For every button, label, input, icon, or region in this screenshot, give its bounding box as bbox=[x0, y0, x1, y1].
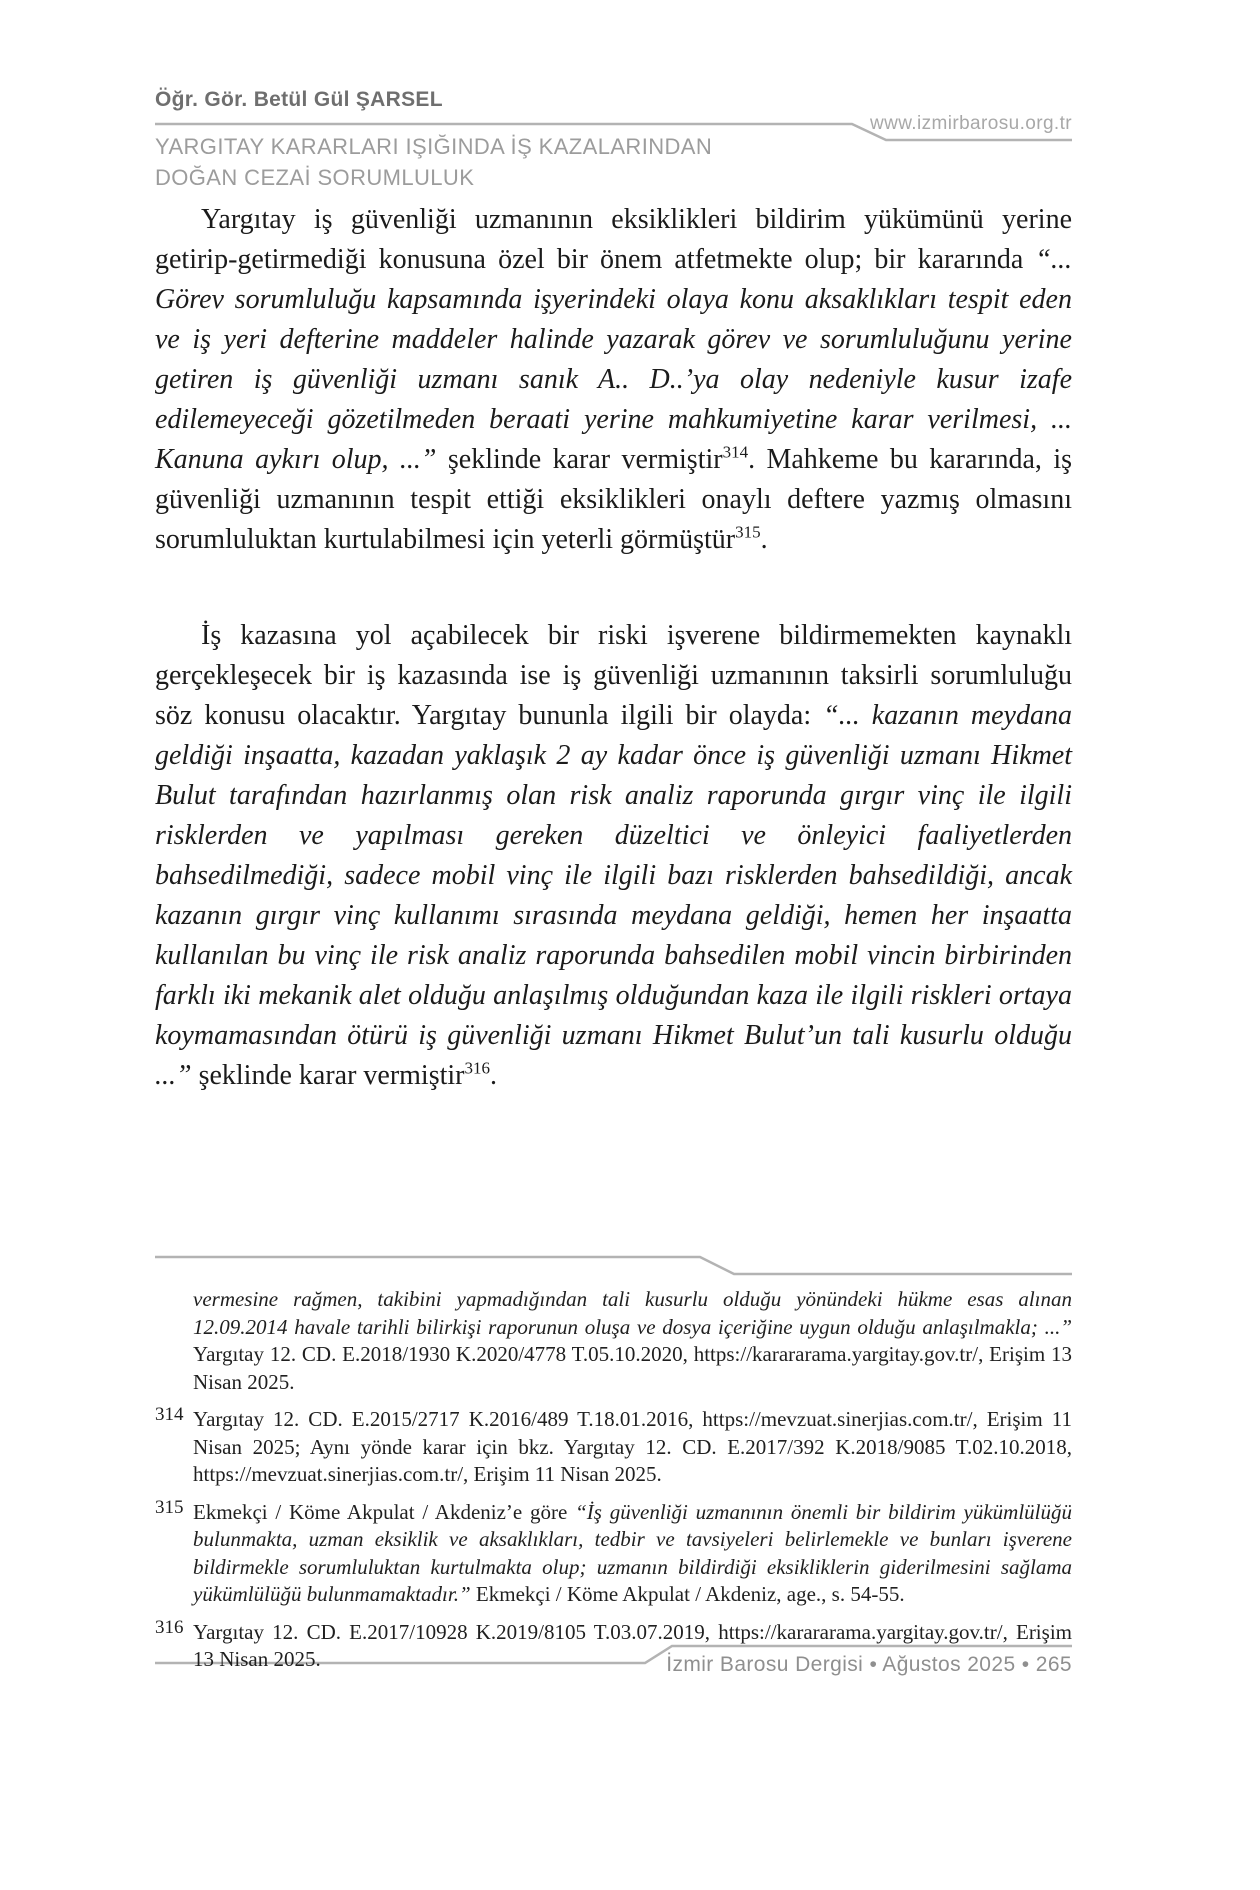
footnote-text-segment: Yargıtay 12. CD. E.2018/1930 K.2020/4778 T.05.10.2020, https://karararama.yargitay.gov.tr/, Erişim 13 Nisan 2025. bbox=[193, 1342, 1072, 1394]
footnote-quote-italic: “İş güvenliği uzmanının önemli bir bildirim yükümlülüğü bulunmakta, uzman eksiklik ve aksaklıkları, tedbir ve tavsiyeleri belirlemekle ve bunları işverene bildirmekle sorumluluktan kurtulmakta olup; uzmanın bildirdiği eksikliklerin giderilmesini sağlama yükümlülüğü bulunmamaktadır.” bbox=[193, 1499, 1072, 1606]
header-author: Öğr. Gör. Betül Gül ŞARSEL bbox=[155, 88, 443, 111]
body-text-segment: . bbox=[489, 1060, 497, 1091]
footnote-quote-italic: vermesine rağmen, takibini yapmadığından tali kusurlu olduğu yönündeki hükme esas alınan 12.09.2014 havale tarihli bilirkişi raporunun oluşa ve dosya içeriğine uygun olduğu anlaşılmakla; ...” bbox=[193, 1287, 1072, 1339]
footnote-ref-315: 315 bbox=[735, 522, 761, 542]
footnote-separator-rule bbox=[155, 1257, 1072, 1274]
body-text-segment: Yargıtay iş güvenliği uzmanının eksiklikleri bildirim yükümünü yerine getirip-getirmediği konusuna özel bir önem atfetmekte olup; bir kararında bbox=[155, 204, 1072, 275]
article-title-line1: YARGITAY KARARLARI IŞIĞINDA İŞ KAZALARINDAN bbox=[155, 134, 713, 159]
footnote-text-segment: Yargıtay 12. CD. E.2015/2717 K.2016/489 T.18.01.2016, https://mevzuat.sinerjias.com.tr/, Erişim 11 Nisan 2025; Aynı yönde karar için bkz. Yargıtay 12. CD. E.2017/392 K.2018/9085 T.02.10.2018, https://mevzuat.sinerjias.com.tr/, Erişim 11 Nisan 2025. bbox=[193, 1407, 1072, 1486]
article-body bbox=[155, 200, 1072, 1096]
body-text-segment: . Mahkeme bu kararında, iş güvenliği uzmanının tespit ettiği eksiklikleri onaylı deftere yazmış olmasını sorumluluktan kurtulabilmesi için yeterli görmüştür bbox=[155, 444, 1072, 555]
body-text-segment: şeklinde karar vermiştir bbox=[191, 1060, 465, 1091]
footnote-continuation bbox=[155, 1286, 1072, 1396]
body-paragraph bbox=[155, 616, 1072, 1096]
footnote-315 bbox=[155, 1496, 1072, 1609]
court-quote-italic: “... Görev sorumluluğu kapsamında işyerindeki olaya konu aksaklıkları tespit eden ve iş yeri defterine maddeler halinde yazarak görev ve sorumluluğunu yerine getiren iş güvenliği uzmanı sanık A.. D..’ya olay nedeniyle kusur izafe edilemeyeceği gözetilmeden beraati yerine mahkumiyetine karar verilmesi, ... Kanuna aykırı olup, ...” bbox=[155, 244, 1072, 475]
body-text-segment: . bbox=[760, 524, 768, 555]
article-title bbox=[155, 131, 712, 193]
footnote-ref-316: 316 bbox=[464, 1058, 490, 1078]
body-text-segment: İş kazasına yol açabilecek bir riski işverene bildirmemekten kaynaklı gerçekleşecek bir iş kazasında ise iş güvenliği uzmanının taksirli sorumluluğu söz konusu olacaktır. Yargıtay bununla ilgili bir olayda: bbox=[155, 620, 1072, 731]
court-quote-italic: “... kazanın meydana geldiği inşaatta, kazadan yaklaşık 2 ay kadar önce iş güvenliği uzmanı Hikmet Bulut tarafından hazırlanmış olan risk analiz raporunda gırgır vinç ile ilgili risklerden ve yapılması gereken düzeltici ve önleyici faaliyetlerden bahsedilmediği, sadece mobil vinç ile ilgili bazı risklerden bahsedildiği, ancak kazanın gırgır vinç kullanımı sırasında meydana geldiği, hemen her inşaatta kullanılan bu vinç ile risk analiz raporunda bahsedilen mobil vincin birbirinden farklı iki mekanik alet olduğu anlaşılmış olduğundan kaza ile ilgili riskleri ortaya koymamasından ötürü iş güvenliği uzmanı Hikmet Bulut’un tali kusurlu olduğu ...” bbox=[155, 700, 1072, 1091]
footnote-314 bbox=[155, 1406, 1072, 1489]
footnote-text-segment: Yargıtay 12. CD. E.2017/10928 K.2019/8105 T.03.07.2019, https://karararama.yargitay.gov.tr/, Erişim 13 Nisan 2025. bbox=[193, 1619, 1072, 1671]
footnote-number: 316 bbox=[155, 1616, 184, 1638]
footnotes-section bbox=[155, 1286, 1072, 1684]
footnote-text-segment: Ekmekçi / Köme Akpulat / Akdeniz, age., s. 54-55. bbox=[470, 1582, 905, 1606]
journal-footer: İzmir Barosu Dergisi • Ağustos 2025 • 265 bbox=[666, 1653, 1072, 1676]
body-paragraph bbox=[155, 200, 1072, 560]
header-website: www.izmirbarosu.org.tr bbox=[869, 113, 1072, 134]
article-title-line2: DOĞAN CEZAİ SORUMLULUK bbox=[155, 165, 475, 190]
footnote-number: 315 bbox=[155, 1496, 184, 1518]
body-text-segment: şeklinde karar vermiştir bbox=[436, 444, 723, 475]
footnote-ref-314: 314 bbox=[722, 442, 749, 462]
footnote-number: 314 bbox=[155, 1404, 184, 1425]
footnote-text-segment: Ekmekçi / Köme Akpulat / Akdeniz’e göre bbox=[193, 1499, 576, 1524]
